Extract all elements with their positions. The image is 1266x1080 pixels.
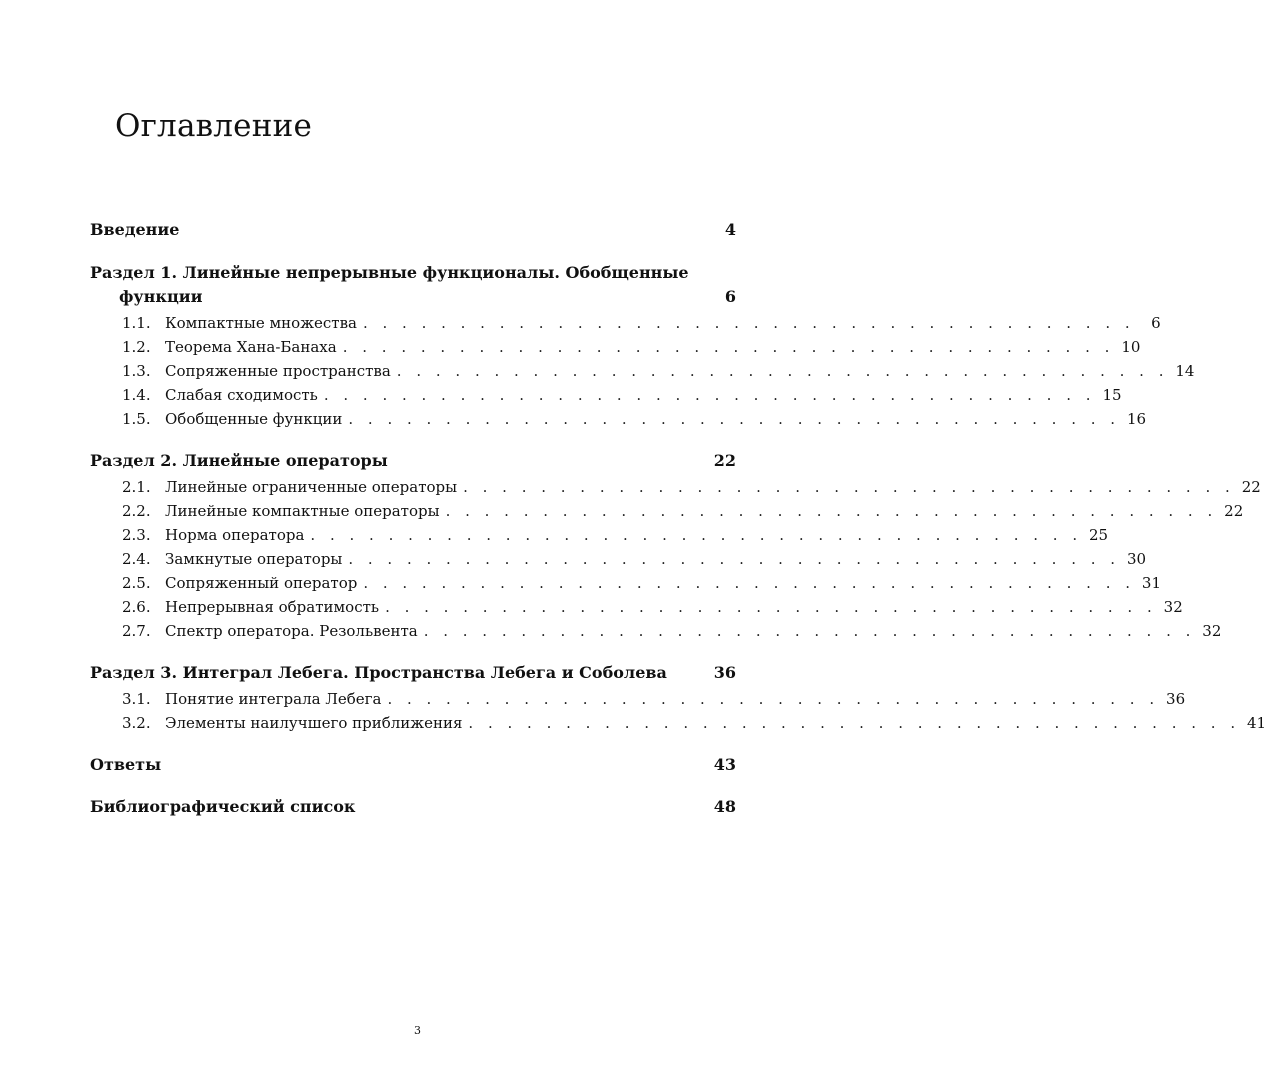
section-number: 1.1.	[122, 314, 151, 332]
section-page: 10	[1121, 338, 1141, 356]
chapter-page: 22	[713, 451, 736, 470]
section-number: 2.6.	[122, 598, 151, 616]
chapter-page: 4	[724, 220, 736, 239]
section-number: 2.1.	[122, 478, 151, 496]
leader-dots: . . . . . . . . . . . . . . . . . . . . . . . . . . . . . . . . . . . . . . . .	[362, 314, 1135, 332]
chapter-page: 6	[724, 287, 736, 306]
section-title: Обобщенные функции	[165, 410, 343, 428]
section-title: Непрерывная обратимость	[165, 598, 380, 616]
page-title: Оглавление	[115, 108, 312, 144]
section-title: Теорема Хана-Банаха	[165, 338, 337, 356]
toc-chapter-answers[interactable]	[90, 753, 736, 777]
section-page: 14	[1175, 362, 1195, 380]
section-page: 15	[1102, 386, 1122, 404]
leader-dots: . . . . . . . . . . . . . . . . . . . . . . . . . . . . . . . . . . . . . . . .	[363, 574, 1136, 592]
section-title: Слабая сходимость	[165, 386, 318, 404]
section-number: 2.5.	[122, 574, 151, 592]
leader-dots: . . . . . . . . . . . . . . . . . . . . . . . . . . . . . . . . . . . . . . . .	[396, 362, 1169, 380]
section-number: 2.4.	[122, 550, 151, 568]
toc-section[interactable]	[90, 523, 1109, 547]
toc-section[interactable]	[90, 475, 1261, 499]
section-page: 31	[1141, 574, 1162, 592]
section-title: Спектр оператора. Резольвента	[165, 622, 418, 640]
section-number: 1.5.	[122, 410, 151, 428]
leader-dots: . . . . . . . . . . . . . . . . . . . . . . . . . . . . . . . . . . . . . . . .	[385, 598, 1157, 616]
section-number: 1.4.	[122, 386, 151, 404]
leader-dots: . . . . . . . . . . . . . . . . . . . . . . . . . . . . . . . . . . . . . . . .	[423, 622, 1196, 640]
leader-dots: . . . . . . . . . . . . . . . . . . . . . . . . . . . . . . . . . . . . . . . .	[387, 690, 1160, 708]
toc-section[interactable]	[90, 383, 1122, 407]
toc-section[interactable]	[90, 359, 1195, 383]
section-title: Сопряженный оператор	[165, 574, 358, 592]
section-page: 41	[1247, 714, 1266, 732]
leader-dots: . . . . . . . . . . . . . . . . . . . . . . . . . . . . . . . . . . . . . . . .	[342, 338, 1115, 356]
chapter-page: 36	[713, 663, 736, 682]
section-list	[90, 475, 1261, 643]
toc-chapter-intro[interactable]	[90, 218, 736, 242]
section-page: 32	[1163, 598, 1183, 616]
toc-section[interactable]	[90, 595, 1183, 619]
chapter-title-line1: Раздел 1. Линейные непрерывные функционалы. Обобщенные	[90, 263, 689, 282]
chapter-title-line2: функции	[119, 287, 203, 306]
section-page: 25	[1089, 526, 1109, 544]
table-of-contents	[90, 218, 1266, 819]
leader-dots: . . . . . . . . . . . . . . . . . . . . . . . . . . . . . . . . . . . . . . . .	[468, 714, 1241, 732]
toc-section[interactable]	[90, 311, 1161, 335]
toc-chapter-bibliography[interactable]	[90, 795, 736, 819]
section-number: 3.2.	[122, 714, 151, 732]
toc-section[interactable]	[90, 711, 1266, 735]
toc-section[interactable]	[90, 499, 1244, 523]
chapter-title: Раздел 2. Линейные операторы	[90, 451, 388, 470]
chapter-title: Введение	[90, 220, 180, 239]
section-page: 32	[1202, 622, 1222, 640]
section-title: Линейные ограниченные операторы	[165, 478, 458, 496]
section-number: 1.3.	[122, 362, 151, 380]
toc-section[interactable]	[90, 619, 1222, 643]
leader-dots: . . . . . . . . . . . . . . . . . . . . . . . . . . . . . . . . . . . . . . . .	[310, 526, 1083, 544]
section-number: 2.7.	[122, 622, 151, 640]
toc-section[interactable]	[90, 687, 1186, 711]
section-number: 2.3.	[122, 526, 151, 544]
chapter-page: 48	[713, 797, 736, 816]
section-page: 22	[1241, 478, 1261, 496]
toc-chapter-1[interactable]	[90, 261, 736, 309]
section-title: Понятие интеграла Лебега	[165, 690, 382, 708]
leader-dots: . . . . . . . . . . . . . . . . . . . . . . . . . . . . . . . . . . . . . . . .	[463, 478, 1235, 496]
chapter-page: 43	[713, 755, 736, 774]
chapter-title: Раздел 3. Интеграл Лебега. Пространства Лебега и Соболева	[90, 663, 667, 682]
leader-dots: . . . . . . . . . . . . . . . . . . . . . . . . . . . . . . . . . . . . . . . .	[445, 502, 1218, 520]
section-page: 16	[1126, 410, 1147, 428]
toc-section[interactable]	[90, 547, 1147, 571]
leader-dots: . . . . . . . . . . . . . . . . . . . . . . . . . . . . . . . . . . . . . . . .	[323, 386, 1096, 404]
toc-section[interactable]	[90, 571, 1162, 595]
toc-chapter-3[interactable]	[90, 661, 736, 685]
section-page: 22	[1224, 502, 1244, 520]
section-title: Элементы наилучшего приближения	[165, 714, 463, 732]
section-list	[90, 311, 1195, 431]
section-page: 6	[1151, 314, 1161, 332]
section-page: 36	[1166, 690, 1186, 708]
section-number: 1.2.	[122, 338, 151, 356]
leader-dots: . . . . . . . . . . . . . . . . . . . . . . . . . . . . . . . . . . . . . . . .	[348, 410, 1121, 428]
section-list	[90, 687, 1266, 735]
section-title: Сопряженные пространства	[165, 362, 391, 380]
toc-chapter-2[interactable]	[90, 449, 736, 473]
section-number: 3.1.	[122, 690, 151, 708]
section-title: Компактные множества	[165, 314, 357, 332]
toc-section[interactable]	[90, 407, 1147, 431]
section-title: Линейные компактные операторы	[165, 502, 440, 520]
leader-dots: . . . . . . . . . . . . . . . . . . . . . . . . . . . . . . . . . . . . . . . .	[348, 550, 1121, 568]
chapter-title: Библиографический список	[90, 797, 356, 816]
section-page: 30	[1126, 550, 1147, 568]
section-title: Норма оператора	[165, 526, 305, 544]
toc-section[interactable]	[90, 335, 1141, 359]
chapter-title: Ответы	[90, 755, 162, 774]
section-number: 2.2.	[122, 502, 151, 520]
section-title: Замкнутые операторы	[165, 550, 343, 568]
page-number: 3	[414, 1024, 421, 1037]
